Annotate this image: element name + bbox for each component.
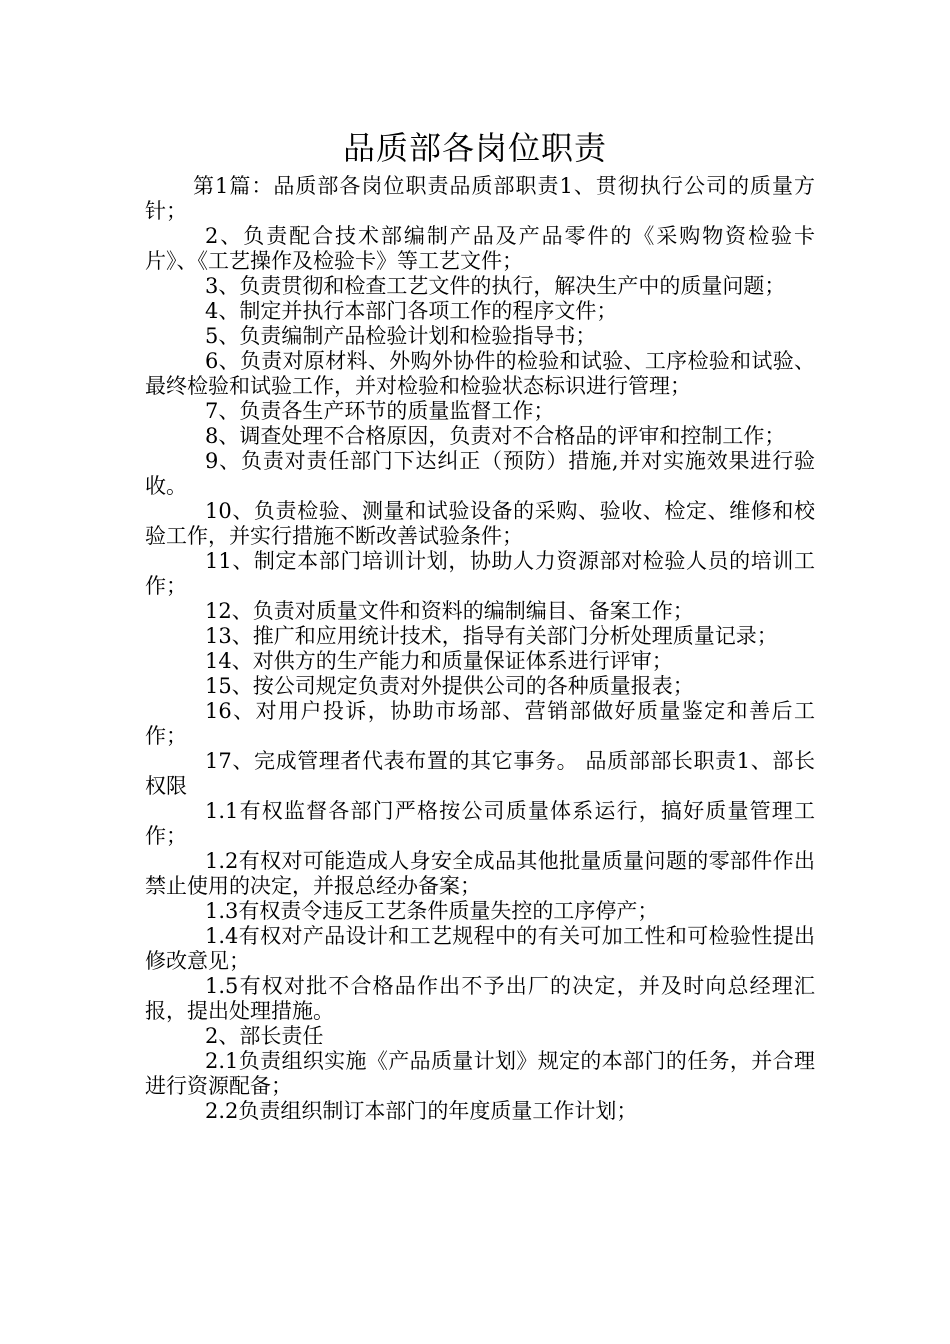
paragraph: 14、对供方的生产能力和质量保证体系进行评审； <box>205 649 673 673</box>
paragraph: 2、部长责任 <box>205 1024 324 1048</box>
paragraph: 第1篇：品质部各岗位职责品质部职责1、贯彻执行公司的质量方针； <box>145 174 815 223</box>
paragraph: 11、制定本部门培训计划，协助人力资源部对检验人员的培训工作； <box>145 549 815 598</box>
paragraph: 16、对用户投诉，协助市场部、营销部做好质量鉴定和善后工作； <box>145 699 815 748</box>
paragraph: 7、负责各生产环节的质量监督工作； <box>205 399 555 423</box>
paragraph: 9、负责对责任部门下达纠正（预防）措施,并对实施效果进行验收。 <box>145 449 815 498</box>
paragraph: 1.4有权对产品设计和工艺规程中的有关可加工性和可检验性提出修改意见； <box>145 924 815 973</box>
paragraph: 1.3有权责令违反工艺条件质量失控的工序停产； <box>205 899 659 923</box>
paragraph: 6、负责对原材料、外购外协件的检验和试验、工序检验和试验、最终检验和试验工作，并对检验和检验状态标识进行管理； <box>145 349 815 398</box>
document-title: 品质部各岗位职责 <box>342 129 607 167</box>
paragraph: 13、推广和应用统计技术，指导有关部门分析处理质量记录； <box>205 624 778 648</box>
paragraph: 1.1有权监督各部门严格按公司质量体系运行，搞好质量管理工作； <box>145 799 815 848</box>
paragraph: 2.2负责组织制订本部门的年度质量工作计划； <box>205 1099 638 1123</box>
paragraph: 4、制定并执行本部门各项工作的程序文件； <box>205 299 618 323</box>
paragraph: 15、按公司规定负责对外提供公司的各种质量报表； <box>205 674 694 698</box>
paragraph: 17、完成管理者代表布置的其它事务。 品质部部长职责1、部长权限 <box>145 749 815 798</box>
paragraph: 1.5有权对批不合格品作出不予出厂的决定，并及时向总经理汇报，提出处理措施。 <box>145 974 815 1023</box>
paragraph: 3、负责贯彻和检查工艺文件的执行，解决生产中的质量问题； <box>205 274 786 298</box>
paragraph: 5、负责编制产品检验计划和检验指导书； <box>205 324 597 348</box>
paragraph: 2、负责配合技术部编制产品及产品零件的《采购物资检验卡片》、《工艺操作及检验卡》等工艺文件； <box>145 224 815 273</box>
paragraph: 12、负责对质量文件和资料的编制编目、备案工作； <box>205 599 694 623</box>
paragraph: 2.1负责组织实施《产品质量计划》规定的本部门的任务，并合理进行资源配备； <box>145 1049 815 1098</box>
paragraph: 1.2有权对可能造成人身安全成品其他批量质量问题的零部件作出禁止使用的决定，并报总经办备案； <box>145 849 815 898</box>
paragraph: 10、负责检验、测量和试验设备的采购、验收、检定、维修和校验工作，并实行措施不断改善试验条件； <box>145 499 815 548</box>
paragraph: 8、调查处理不合格原因，负责对不合格品的评审和控制工作； <box>205 424 786 448</box>
document-body <box>145 174 815 1124</box>
